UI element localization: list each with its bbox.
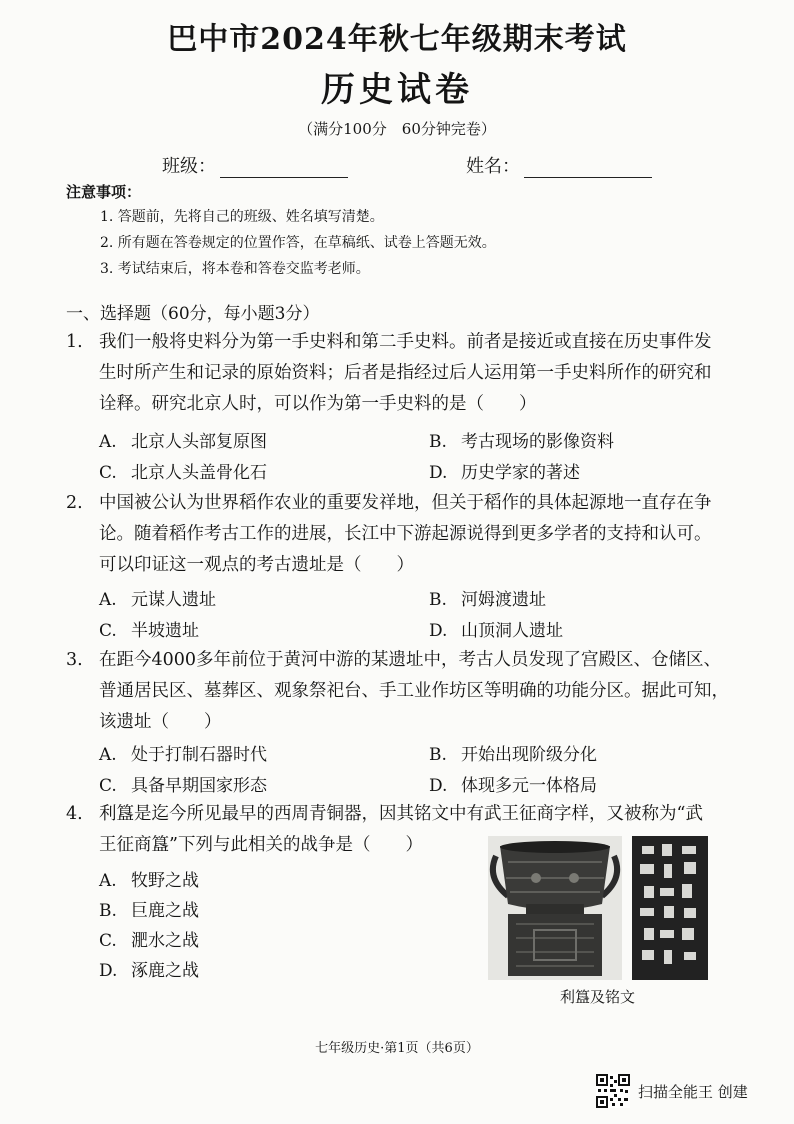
qr-code-icon bbox=[596, 1074, 630, 1108]
option-c[interactable]: C. 淝水之战 bbox=[99, 931, 199, 951]
score-info: （满分100分 60分钟完卷） bbox=[298, 120, 496, 138]
li-gui-figure bbox=[486, 834, 710, 982]
option-a[interactable]: A. 牧野之战 bbox=[99, 871, 199, 891]
question-2 bbox=[66, 488, 746, 581]
question-line: 中国被公认为世界稻作农业的重要发祥地，但关于稻作的具体起源地一直存在争 bbox=[99, 493, 712, 513]
option-a[interactable]: A. 元谋人遗址 bbox=[99, 590, 216, 610]
class-blank[interactable] bbox=[220, 159, 348, 178]
scanner-watermark bbox=[596, 1074, 748, 1108]
watermark-text: 扫描全能王 创建 bbox=[638, 1082, 748, 1101]
notice-item: 3. 考试结束后，将本卷和答卷交监考老师。 bbox=[100, 261, 370, 277]
question-line: 诠释。研究北京人时，可以作为第一手史料的是（ ） bbox=[99, 394, 537, 414]
question-line: 王征商簋”下列与此相关的战争是（ ） bbox=[99, 835, 423, 855]
question-line: 生时所产生和记录的原始资料；后者是指经过后人运用第一手史料所作的研究和 bbox=[99, 363, 712, 383]
question-line: 普通居民区、墓葬区、观象祭祀台、手工业作坊区等明确的功能分区。据此可知， bbox=[99, 681, 729, 701]
question-number: 4. bbox=[66, 804, 83, 824]
page-footer: 七年级历史·第1页（共6页） bbox=[315, 1041, 479, 1056]
option-b[interactable]: B. 考古现场的影像资料 bbox=[429, 432, 614, 452]
option-c[interactable]: C. 半坡遗址 bbox=[99, 621, 199, 641]
notice-title: 注意事项： bbox=[66, 183, 142, 201]
question-line: 在距今4000多年前位于黄河中游的某遗址中，考古人员发现了宫殿区、仓储区、 bbox=[99, 650, 722, 670]
question-1 bbox=[66, 327, 746, 420]
question-3 bbox=[66, 645, 746, 738]
exam-title: 巴中市2024年秋七年级期末考试 bbox=[167, 22, 627, 57]
question-number: 1. bbox=[66, 332, 83, 352]
name-field[interactable] bbox=[466, 152, 652, 178]
question-line: 利簋是迄今所见最早的西周青铜器，因其铭文中有武王征商字样，又被称为“武 bbox=[99, 804, 703, 824]
option-a[interactable]: A. 北京人头部复原图 bbox=[99, 432, 267, 452]
class-field[interactable] bbox=[162, 152, 348, 178]
option-d[interactable]: D. 历史学家的著述 bbox=[429, 463, 580, 483]
bronze-vessel-image bbox=[486, 834, 710, 982]
option-d[interactable]: D. 山顶洞人遗址 bbox=[429, 621, 563, 641]
question-line: 可以印证这一观点的考古遗址是（ ） bbox=[99, 555, 414, 575]
option-d[interactable]: D. 体现多元一体格局 bbox=[429, 776, 597, 796]
question-line: 我们一般将史料分为第一手史料和第二手史料。前者是接近或直接在历史事件发 bbox=[99, 332, 712, 352]
question-number: 3. bbox=[66, 650, 83, 670]
notice-item: 2. 所有题在答卷规定的位置作答，在草稿纸、试卷上答题无效。 bbox=[100, 235, 496, 251]
question-line: 论。随着稻作考古工作的进展，长江中下游起源说得到更多学者的支持和认可。 bbox=[99, 524, 712, 544]
figure-caption: 利簋及铭文 bbox=[560, 988, 636, 1006]
class-label: 班级： bbox=[162, 156, 216, 177]
option-c[interactable]: C. 北京人头盖骨化石 bbox=[99, 463, 267, 483]
option-a[interactable]: A. 处于打制石器时代 bbox=[99, 745, 267, 765]
option-b[interactable]: B. 河姆渡遗址 bbox=[429, 590, 546, 610]
option-b[interactable]: B. 开始出现阶级分化 bbox=[429, 745, 597, 765]
notice-item: 1. 答题前，先将自己的班级、姓名填写清楚。 bbox=[100, 209, 384, 225]
question-line: 该遗址（ ） bbox=[99, 712, 222, 732]
question-number: 2. bbox=[66, 493, 83, 513]
name-blank[interactable] bbox=[524, 159, 652, 178]
section-title: 一、选择题（60分，每小题3分） bbox=[66, 304, 320, 324]
option-c[interactable]: C. 具备早期国家形态 bbox=[99, 776, 267, 796]
option-d[interactable]: D. 涿鹿之战 bbox=[99, 961, 199, 981]
name-label: 姓名： bbox=[466, 156, 520, 177]
option-b[interactable]: B. 巨鹿之战 bbox=[99, 901, 199, 921]
subject-title: 历史试卷 bbox=[321, 70, 473, 110]
